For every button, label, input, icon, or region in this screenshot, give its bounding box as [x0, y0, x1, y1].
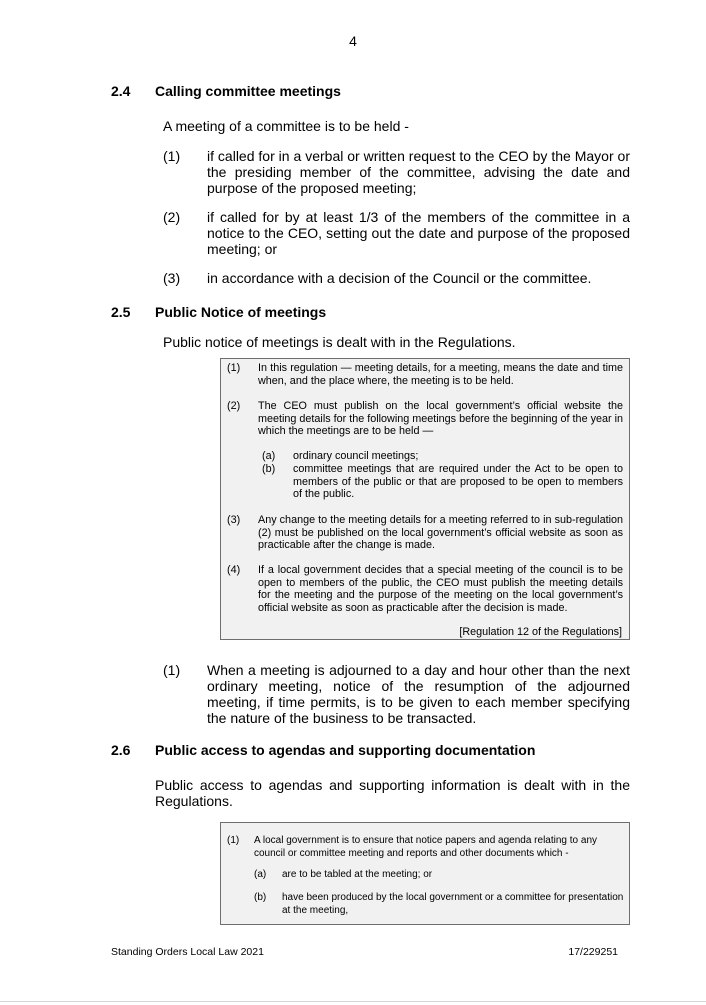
access-item-1-num: (1)	[227, 835, 240, 846]
reg12-item-2-text: The CEO must publish on the local government’s official website the meeting details for the following meetings before the beginning of the year in which the meetings are to be held —	[258, 400, 623, 438]
page-number: 4	[349, 33, 357, 49]
reg12-item-1-num: (1)	[227, 362, 241, 374]
section-2-4-title: Calling committee meetings	[155, 83, 341, 99]
section-2-4-item-1-num: (1)	[163, 148, 181, 164]
access-subitem-b-num: (b)	[254, 892, 267, 903]
reg12-subitem-b-num: (b)	[262, 463, 276, 475]
section-2-4-item-1-text: if called for in a verbal or written request to the CEO by the Mayor or the presiding member of the committee, advising the date and purpose of the proposed meeting;	[207, 148, 630, 196]
section-2-6-number: 2.6	[111, 742, 131, 758]
section-2-5-after-text: When a meeting is adjourned to a day and hour other than the next ordinary meeting, notice of the resumption of the adjourned meeting, if time permits, is to be given to each member specifying the nature of the business to be transacted.	[207, 662, 630, 726]
section-2-5-title: Public Notice of meetings	[155, 304, 327, 320]
reg12-item-1-text: In this regulation — meeting details, for a meeting, means the date and time when, and the place where, the meeting is to be held.	[258, 362, 623, 387]
reg12-citation: [Regulation 12 of the Regulations]	[459, 626, 622, 638]
reg12-subitem-a-text: ordinary council meetings;	[293, 450, 419, 462]
access-subitem-a-num: (a)	[254, 869, 267, 880]
section-2-4-number: 2.4	[111, 83, 131, 99]
footer-reference-number: 17/229251	[568, 946, 618, 958]
reg12-item-3-num: (3)	[227, 514, 241, 526]
section-2-6-title: Public access to agendas and supporting documentation	[155, 742, 536, 758]
reg12-item-2-num: (2)	[227, 400, 241, 412]
reg12-item-4-num: (4)	[227, 564, 241, 576]
section-2-4-item-3-num: (3)	[163, 270, 181, 286]
section-2-4-item-2-num: (2)	[163, 209, 181, 225]
reg12-subitem-b-text: committee meetings that are required under the Act to be open to members of the public or that are proposed to be open to members of the public.	[293, 463, 623, 501]
footer-document-title: Standing Orders Local Law 2021	[111, 946, 264, 958]
section-2-5-number: 2.5	[111, 304, 131, 320]
reg12-item-4-text: If a local government decides that a special meeting of the council is to be open to members of the public, the CEO must publish the meeting details for the meeting and the purpose of the meeting on the local government’s official website as soon as practicable after the decision is made.	[258, 564, 623, 614]
section-2-5-after-num: (1)	[163, 662, 181, 678]
reg12-subitem-a-num: (a)	[262, 450, 276, 462]
access-item-1-text: A local government is to ensure that notice papers and agenda relating to any council or committee meeting and reports and other documents which -	[254, 835, 598, 859]
section-2-5-intro: Public notice of meetings is dealt with in the Regulations.	[163, 334, 516, 350]
page-bottom-divider	[0, 1001, 706, 1002]
section-2-4-item-2-text: if called for by at least 1/3 of the members of the committee in a notice to the CEO, setting out the date and purpose of the proposed meeting; or	[207, 209, 630, 257]
regulation-access-quote-box	[220, 822, 630, 925]
section-2-6-intro: Public access to agendas and supporting information is dealt with in the Regulations.	[155, 777, 630, 809]
access-subitem-b-text: have been produced by the local government or a committee for presentation at the meeting,	[282, 892, 624, 916]
access-subitem-a-text: are to be tabled at the meeting; or	[282, 869, 433, 880]
regulation-12-quote-box	[220, 358, 630, 640]
section-2-4-intro: A meeting of a committee is to be held -	[163, 118, 409, 134]
reg12-item-3-text: Any change to the meeting details for a meeting referred to in sub-regulation (2) must be published on the local government’s official website as soon as practicable after the change is made.	[258, 514, 623, 552]
section-2-4-item-3-text: in accordance with a decision of the Council or the committee.	[207, 270, 592, 286]
